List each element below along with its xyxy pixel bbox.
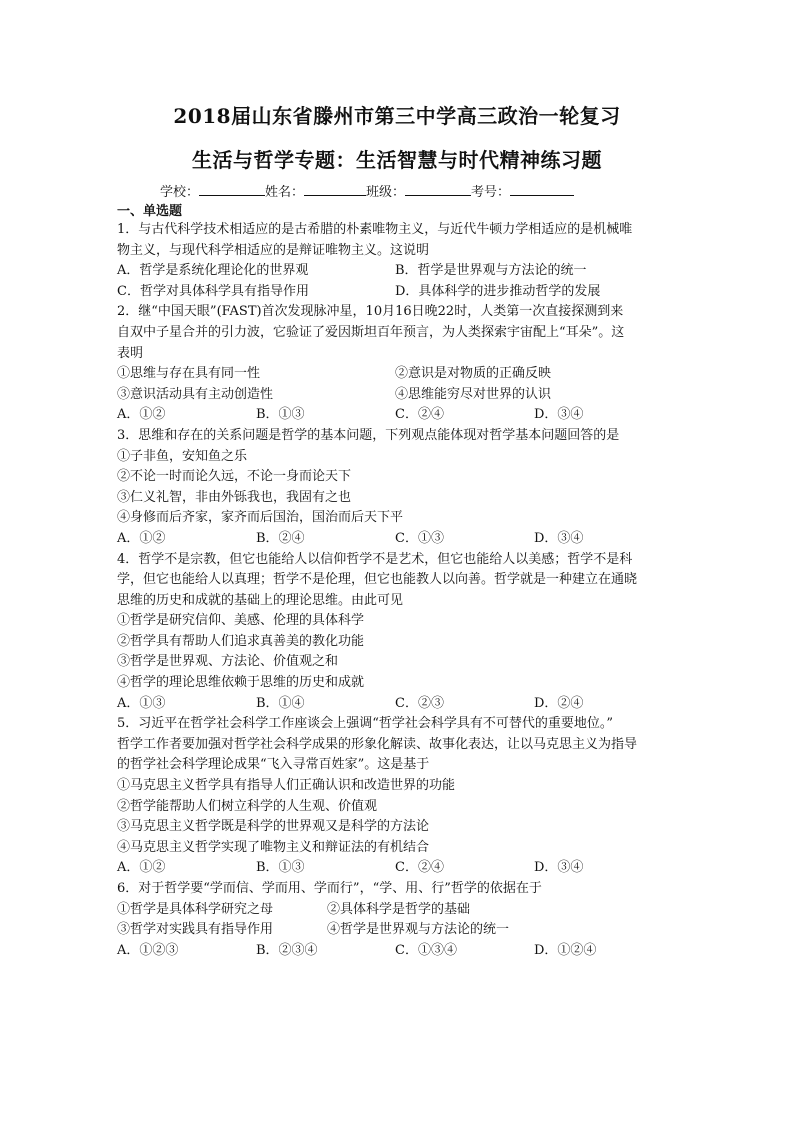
option-d: D．②④ [534,695,584,711]
option-row [117,405,679,426]
exam-subtitle: 生活与哲学专题：生活智慧与时代精神练习题 [192,148,602,172]
statement-4: ④思维能穷尽对世界的认识 [395,386,552,402]
exam-title: 2018届山东省滕州市第三中学高三政治一轮复习 [173,104,621,128]
option-a: A．①② [117,530,166,546]
option-c: C．①③④ [395,942,457,958]
option-b: B．②③④ [256,942,318,958]
statement-1: ①子非鱼，安知鱼之乐 [117,448,248,464]
option-c: C．哲学对具体科学具有指导作用 [117,283,309,299]
statement-3: ③哲学对实践具有指导作用 [117,922,274,938]
option-c: C．①③ [395,530,444,546]
class-blank [405,183,471,196]
option-d: D．③④ [534,860,584,876]
question-6 [117,879,679,961]
option-b: B．哲学是世界观与方法论的统一 [395,263,587,279]
option-row [117,694,679,715]
statement-row [117,900,679,921]
question-stem-line: 物主义，与现代科学相适应的是辩证唯物主义。这说明 [117,242,430,258]
option-c: C．②③ [395,695,444,711]
question-stem-line: 5．习近平在哲学社会科学工作座谈会上强调“哲学社会科学具有不可替代的重要地位。” [117,716,614,732]
option-row [117,941,679,962]
statement-2: ②哲学能帮助人们树立科学的人生观、价值观 [117,798,378,814]
option-b: B．②④ [256,530,305,546]
statement-3: ③意识活动具有主动创造性 [117,386,274,402]
statement-row [117,364,679,385]
statement-2: ②具体科学是哲学的基础 [327,901,471,917]
exam-number-label: 考号： [471,185,511,200]
question-stem-line: 1．与古代科学技术相适应的是古希腊的朴素唯物主义，与近代牛顿力学相适应的是机械唯 [117,222,633,237]
option-d: D．①②④ [534,942,597,958]
school-label: 学校： [160,185,200,200]
option-row [117,261,679,282]
question-1 [117,220,679,302]
name-label: 姓名： [265,185,305,200]
question-stem-line: 2．继“中国天眼”(FAST)首次发现脉冲星，10月16日晚22时，人类第一次直接探测到来 [117,304,624,320]
question-list [117,220,679,961]
option-d: D．具体科学的进步推动哲学的发展 [395,283,601,299]
option-row [117,858,679,879]
option-c: C．②④ [395,407,444,423]
question-stem-line: 表明 [117,345,144,361]
statement-4: ④哲学是世界观与方法论的统一 [327,922,510,938]
question-stem-line: 学，但它也能给人以真理；哲学不是伦理，但它也能教人以向善。哲学就是一种建立在通晓 [117,572,638,588]
statement-3: ③马克思主义哲学既是科学的世界观又是科学的方法论 [117,819,430,835]
option-a: A．哲学是系统化理论化的世界观 [117,263,309,279]
question-2 [117,302,679,426]
option-b: B．①③ [256,860,305,876]
option-b: B．①③ [256,407,305,423]
statement-2: ②哲学具有帮助人们追求真善美的教化功能 [117,633,365,649]
option-c: C．②④ [395,860,444,876]
statement-row [117,920,679,941]
option-d: D．③④ [534,530,584,546]
question-stem-line: 自双中子星合并的引力波，它验证了爱因斯坦百年预言，为人类探索宇宙配上“耳朵”。这 [117,324,625,340]
question-3 [117,426,679,550]
question-stem-line: 4．哲学不是宗教，但它也能给人以信仰哲学不是艺术，但它也能给人以美感；哲学不是科 [117,551,633,567]
school-blank [199,183,265,196]
student-info-line [160,183,574,202]
statement-1: ①马克思主义哲学具有指导人们正确认识和改造世界的功能 [117,778,456,794]
name-blank [304,183,366,196]
statement-2: ②不论一时而论久远，不论一身而论天下 [117,469,352,485]
statement-3: ③哲学是世界观、方法论、价值观之和 [117,654,339,670]
question-stem-line: 思维的历史和成就的基础上的理论思维。由此可见 [117,592,404,608]
statement-4: ④身修而后齐家，家齐而后国治，国治而后天下平 [117,510,404,526]
option-row [117,282,679,303]
section-heading: 一、单选题 [117,204,183,219]
option-d: D．③④ [534,407,584,423]
statement-3: ③仁义礼智，非由外铄我也，我固有之也 [117,489,352,505]
question-4 [117,550,679,715]
question-stem-line: 6．对于哲学要“学而信、学而用、学而行”，“学、用、行”哲学的依据在于 [117,881,542,896]
question-stem-line: 3．思维和存在的关系问题是哲学的基本问题，下列观点能体现对哲学基本问题回答的是 [117,427,620,443]
question-5 [117,714,679,879]
statement-4: ④马克思主义哲学实现了唯物主义和辩证法的有机结合 [117,839,430,855]
statement-2: ②意识是对物质的正确反映 [395,366,552,382]
option-b: B．①④ [256,695,305,711]
exam-number-blank [510,183,574,196]
statement-4: ④哲学的理论思维依赖于思维的历史和成就 [117,675,365,691]
option-row [117,529,679,550]
option-a: A．①③ [117,695,166,711]
question-stem-line: 的哲学社会科学理论成果“飞入寻常百姓家”。这是基于 [117,757,430,773]
question-stem-line: 哲学工作者要加强对哲学社会科学成果的形象化解读、故事化表达，让以马克思主义为指导 [117,736,638,752]
option-a: A．①②③ [117,942,179,958]
statement-1: ①哲学是研究信仰、美感、伦理的具体科学 [117,613,365,629]
statement-1: ①思维与存在具有同一性 [117,366,261,382]
statement-row [117,385,679,406]
statement-1: ①哲学是具体科学研究之母 [117,901,274,917]
class-label: 班级： [366,185,406,200]
option-a: A．①② [117,407,166,423]
option-a: A．①② [117,860,166,876]
